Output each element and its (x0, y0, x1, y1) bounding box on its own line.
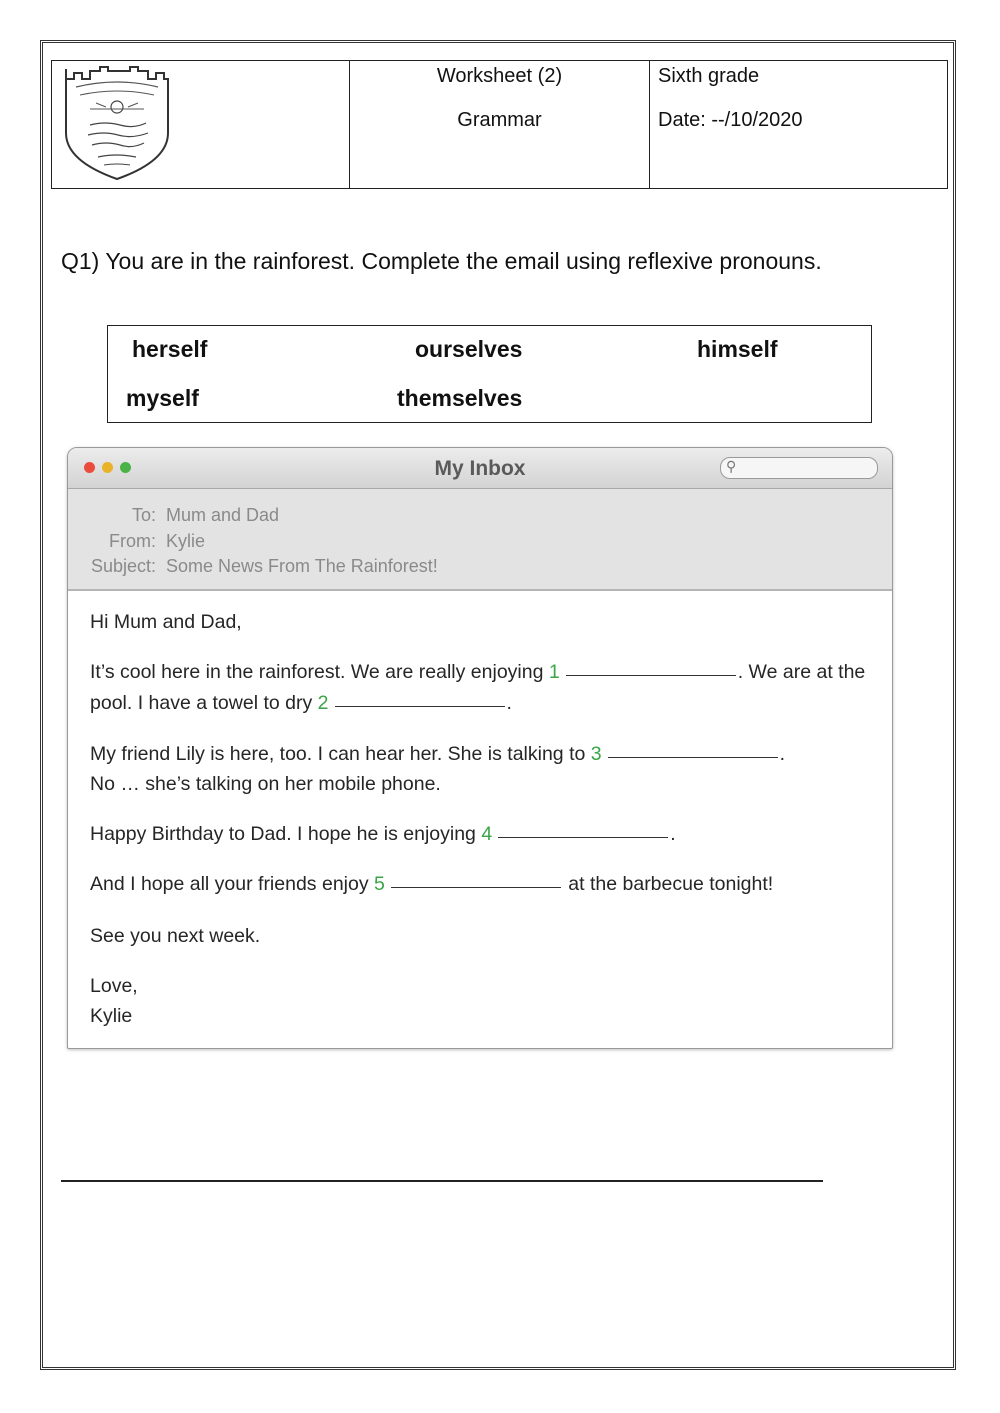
answer-blank-5[interactable] (391, 886, 561, 888)
text: . (670, 823, 676, 845)
subject-field-label: Subject: (90, 556, 156, 576)
date-label: Date: --/10/2020 (658, 109, 803, 131)
email-header-fields (68, 489, 892, 591)
search-input[interactable] (720, 457, 878, 479)
paragraph-3 (90, 823, 676, 846)
text: . We are at the (737, 661, 866, 683)
answer-line[interactable] (61, 1180, 823, 1182)
worksheet-title: Worksheet (2) (436, 65, 563, 87)
blank-number-5: 5 (374, 873, 385, 895)
grade-label: Sixth grade (658, 65, 760, 87)
subject-value: Some News From The Rainforest! (166, 556, 438, 576)
school-logo (60, 63, 172, 183)
paragraph-1-line-2 (90, 692, 512, 715)
blank-number-4: 4 (481, 823, 493, 845)
email-window-title: My Inbox (434, 457, 526, 480)
header-table (51, 60, 948, 189)
text: It’s cool here in the rainforest. We are really enjoying (90, 661, 544, 683)
signature: Kylie (90, 1005, 133, 1027)
closing: Love, (90, 975, 138, 997)
blank-number-2: 2 (317, 692, 329, 714)
email-window (67, 447, 893, 1049)
title-cell (350, 61, 650, 188)
word-bank (107, 325, 872, 423)
text: at the barbecue tonight! (568, 873, 774, 895)
word-himself: himself (697, 336, 778, 362)
greeting: Hi Mum and Dad, (90, 611, 242, 633)
word-myself: myself (126, 385, 199, 411)
logo-cell (52, 61, 350, 188)
text: And I hope all your friends enjoy (90, 873, 369, 895)
from-value: Kylie (166, 531, 206, 551)
text: . (506, 692, 512, 714)
question-text: Q1) You are in the rainforest. Complete the email using reflexive pronouns. (61, 248, 822, 274)
text: Happy Birthday to Dad. I hope he is enjoying (90, 823, 476, 845)
text: pool. I have a towel to dry (90, 692, 313, 714)
word-themselves: themselves (397, 385, 523, 411)
answer-blank-2[interactable] (335, 705, 505, 707)
word-herself: herself (132, 336, 208, 362)
blank-number-3: 3 (590, 743, 602, 765)
answer-blank-4[interactable] (498, 836, 668, 838)
paragraph-1-line-1 (90, 661, 865, 684)
text: My friend Lily is here, too. I can hear her. She is talking to (90, 743, 586, 765)
paragraph-2-line-1 (90, 743, 785, 766)
to-value: Mum and Dad (166, 505, 280, 525)
paragraph-5: See you next week. (90, 925, 261, 947)
paragraph-4 (90, 873, 773, 896)
email-titlebar (68, 448, 892, 489)
from-label: From: (109, 531, 156, 551)
search-icon: ⚲ (726, 458, 737, 474)
subject-label: Grammar (457, 109, 542, 131)
text: . (779, 743, 786, 765)
grade-cell (650, 61, 947, 188)
to-label: To: (131, 505, 156, 525)
answer-blank-3[interactable] (608, 756, 778, 758)
word-ourselves: ourselves (415, 336, 523, 362)
blank-number-1: 1 (548, 661, 560, 683)
paragraph-2-line-2: No … she’s talking on her mobile phone. (90, 773, 441, 795)
answer-blank-1[interactable] (566, 674, 736, 676)
